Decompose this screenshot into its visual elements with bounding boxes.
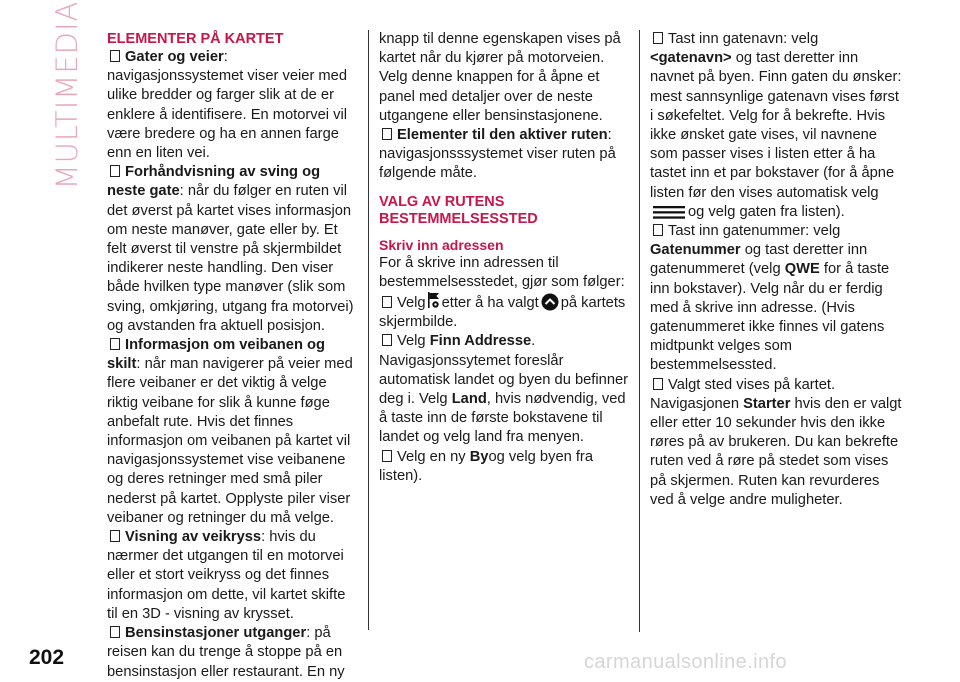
list-item: Valgt sted vises på kartet.: [650, 376, 902, 395]
column-1: [107, 30, 359, 682]
list-item: Gater og veier: navigasjonssystemet viser veier med ulike bredder og farger slik at de er enklere å identifisere. En motorvei vil være bredere og ha en annen farge enn en liten vei.: [107, 49, 348, 162]
list-item: Forhåndvisning av sving og neste gate: når du følger en ruten vil det øverst på kartet vises informasjon om neste manøver, gate eller by. Et felt øverst til venstre på skjermbildet indikerer neste handling. Den viser både hvilken type manøver (slik som sving, omkjøring, utgang fra motorvei) og avstanden fra aktuell posisjon.: [107, 164, 354, 334]
checkbox-bullet-icon: [382, 450, 392, 462]
list-item: Visning av veikryss: hvis du nærmer det utgangen til en motorvei eller et stort veikryss og det finnes informasjon om dette, vil kartet skifte til en 3D - visning av krysset.: [107, 529, 346, 622]
page-number: 202: [29, 646, 65, 669]
list-item: Informasjon om veibanen og skilt: når man navigerer på veier med flere veibaner er det viktig å velge riktig veibane for slik å kunne føge anbefalt rute. Hvis det finnes informasjon om veibanen på kartet vil navigasjonssystemet vise veibanene og deres retninger med små piler nederst på kartet. Opplyste piler viser veibaner og retninger du må velge.: [107, 337, 353, 526]
list-item: Tast inn gatenummer: velg Gatenummer og tast deretter inn gatenummeret (velg QWE for å taste inn bokstaver). Velg når du er ferdig med å skrive inn adresse. (Hvis gatenummeret ikke finnes vil gatens midtpunkt velges som bestemmelsessted.: [650, 223, 890, 374]
chevron-up-icon: [541, 293, 559, 311]
list-item: Velg etter å ha valgt på kartets skjermbilde.: [379, 292, 631, 332]
checkbox-bullet-icon: [382, 296, 392, 308]
section-heading: ELEMENTER PÅ KARTET: [107, 31, 284, 47]
column-3: [650, 30, 902, 510]
list-item: Tast inn gatenavn: velg <gatenavn> og tast deretter inn navnet på byen. Finn gaten du ønsker: mest sannsynlige gatenavn vises først i søkefeltet. Velg for å bekrefte. Hvis ikke ønsket gate vises, vil navnene som passer vises i listen etter å ha tastet inn et par bokstaver (for å åpne listen før den vises automatisk velgog velg gaten fra listen).: [650, 31, 902, 220]
paragraph: knapp til denne egenskapen vises på kartet når du kjører på motorveien. Velg denne knappen for å åpne et panel med detaljer over de neste utgangene eller bensinstasjonene.: [379, 31, 621, 124]
checkbox-bullet-icon: [382, 334, 392, 346]
checkbox-bullet-icon: [653, 224, 663, 236]
list-item: Bensinstasjoner utganger: på reisen kan du trenge å stoppe på en bensinstasjon eller restaurant. En ny: [107, 625, 345, 680]
checkbox-bullet-icon: [110, 165, 120, 177]
list-item: Velg en ny Byog velg byen fra listen).: [379, 448, 593, 484]
watermark: carmanualsonline.info: [584, 651, 787, 673]
section-heading: VALG AV RUTENS BESTEMMELSESSTED: [379, 193, 538, 227]
checkbox-bullet-icon: [382, 128, 392, 140]
column-2: [379, 30, 631, 486]
checkbox-bullet-icon: [110, 530, 120, 542]
paragraph: Navigasjonssytemet foreslår automatisk landet og byen du befinner deg i. Velg Land, hvis nødvendig, ved å taste inn de første bokstavene til landet og velg land fra menyen.: [379, 352, 629, 446]
list-item: Velg Finn Addresse.: [379, 332, 631, 351]
list-menu-icon: [653, 206, 685, 219]
checkbox-bullet-icon: [110, 50, 120, 62]
subsection-heading: Skriv inn adressen: [379, 236, 504, 253]
checkbox-bullet-icon: [653, 378, 663, 390]
paragraph: Navigasjonen Starter hvis den er valgt eller etter 10 sekunder hvis den ikke røres på av brukeren. Du kan bekrefte ruten ved å røre på stedet som vises på skjermen. Ruten kan revurderes ved å velge andre muligheter.: [650, 395, 902, 508]
section-tab: MULTIMEDIA: [50, 0, 84, 190]
checkbox-bullet-icon: [110, 626, 120, 638]
list-item: Elementer til den aktiver ruten: navigasjonsssystemet viser ruten på følgende måte.: [379, 127, 616, 182]
paragraph: For å skrive inn adressen til bestemmelsesstedet, gjør som følger:: [379, 254, 625, 290]
destination-flag-icon: [427, 292, 441, 309]
column-divider-right: [639, 30, 640, 632]
checkbox-bullet-icon: [110, 338, 120, 350]
checkbox-bullet-icon: [653, 32, 663, 44]
column-divider-left: [368, 30, 369, 630]
